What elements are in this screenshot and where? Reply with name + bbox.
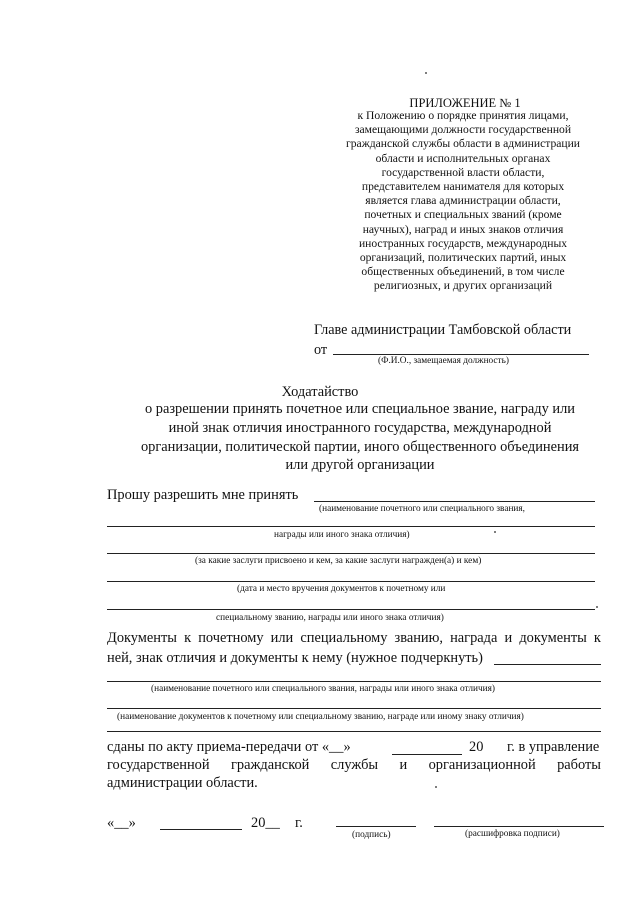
signature-date-open: «__»	[107, 815, 136, 831]
justified-word: званию,	[394, 630, 443, 646]
justified-word: или	[270, 630, 294, 646]
period-mark	[596, 606, 598, 608]
appendix-line: замещающими должности государственной	[354, 123, 572, 137]
justified-word: службы	[330, 757, 379, 773]
justified-word: к	[184, 630, 192, 646]
scan-mark	[494, 531, 496, 533]
handover-suffix: г. в управление	[507, 739, 600, 755]
petition-subtitle-line: или другой организации	[285, 457, 435, 474]
stray-mark	[435, 786, 437, 788]
appendix-line: к Положению о порядке принятия лицами,	[357, 109, 569, 122]
justified-word: к	[593, 630, 601, 646]
handover-prefix: сданы по акту приема-передачи от «__»	[107, 739, 351, 755]
petition-subtitle-line: организации, политической партии, иного общественного объединения	[140, 438, 580, 455]
justified-word: и	[504, 630, 513, 646]
justified-word: Документы	[107, 630, 177, 646]
date-place-input-line[interactable]	[107, 569, 595, 582]
award-name-input-line[interactable]	[107, 669, 601, 682]
appendix-line: является глава администрации области,	[365, 194, 561, 208]
documents-line-1	[107, 630, 601, 647]
appendix-line: религиозных, и других организаций	[373, 279, 553, 293]
justified-word: и	[399, 757, 408, 773]
request-caption-1: (наименование почетного или специального звания,	[319, 504, 526, 514]
signature-year: 20__	[251, 815, 280, 831]
appendix-line: представителем нанимателя для которых	[361, 180, 565, 194]
signature-decoding-input-line[interactable]	[434, 812, 604, 827]
justified-word: государственной	[107, 757, 210, 773]
appendix-line: общественных объединений, в том числе	[361, 265, 565, 279]
date-place-input-line-2[interactable]	[107, 597, 595, 610]
signature-decoding-caption: (расшифровка подписи)	[465, 829, 560, 839]
justified-word: специальному	[300, 630, 388, 646]
appendix-line: научных), наград и иных знаков отличия	[362, 222, 564, 236]
from-caption: (Ф.И.О., замещаемая должность)	[378, 356, 509, 366]
petition-subtitle	[100, 400, 620, 475]
appendix-line: иностранных государств, международных	[358, 236, 568, 250]
justified-word: почетному	[198, 630, 264, 646]
justified-word: работы	[557, 757, 601, 773]
justified-word: документы	[519, 630, 587, 646]
petition-subtitle-line: о разрешении принять почетное или специальное звание, награду или	[145, 401, 575, 417]
handover-year: 20	[469, 739, 484, 755]
request-caption-2: награды или иного знака отличия)	[274, 530, 410, 540]
handover-month-input-line[interactable]	[392, 740, 462, 755]
petition-title: Ходатайство	[281, 384, 359, 400]
signature-year-suffix: г.	[295, 815, 303, 831]
signature-caption: (подпись)	[352, 830, 391, 840]
appendix-line: области и исполнительных органах	[375, 151, 551, 165]
documents-inline-input-line[interactable]	[494, 650, 601, 665]
documents-extra-input-line[interactable]	[107, 723, 601, 732]
signature-input-line[interactable]	[336, 812, 416, 827]
justified-word: организационной	[428, 757, 536, 773]
title-name-input-line[interactable]	[314, 486, 595, 502]
appendix-title: ПРИЛОЖЕНИЕ № 1	[409, 96, 521, 110]
appendix-text	[318, 109, 608, 294]
top-mark	[425, 72, 427, 74]
from-label: от	[314, 342, 328, 358]
request-caption-5: специальному званию, награды или иного знака отличия)	[216, 613, 444, 623]
addressee-line: Главе администрации Тамбовской области	[314, 322, 572, 338]
documents-line-2: ней, знак отличия и документы к нему (нужное подчеркнуть)	[107, 650, 483, 666]
signature-month-input-line[interactable]	[160, 815, 242, 830]
request-label: Прошу разрешить мне принять	[107, 487, 299, 503]
handover-line-2	[107, 757, 601, 774]
from-input-line[interactable]	[333, 340, 589, 355]
appendix-line: организаций, политических партий, иных	[359, 251, 567, 265]
justified-word: награда	[450, 630, 498, 646]
request-input-line-2[interactable]	[107, 514, 595, 527]
request-caption-3: (за какие заслуги присвоено и кем, за какие заслуги награжден(а) и кем)	[195, 556, 482, 566]
appendix-line: почетных и специальных званий (кроме	[364, 208, 562, 222]
appendix-line: гражданской службы области в администрации	[346, 137, 580, 151]
documents-caption-1: (наименование почетного или специального звания, награды или иного знака отличия)	[151, 684, 495, 694]
handover-line-3: администрации области.	[107, 775, 258, 791]
merits-input-line[interactable]	[107, 541, 595, 554]
documents-name-input-line[interactable]	[107, 696, 601, 709]
request-caption-4: (дата и место вручения документов к почетному или	[237, 584, 446, 594]
appendix-line: государственной власти области,	[381, 165, 545, 179]
justified-word: гражданской	[230, 757, 310, 773]
documents-caption-2: (наименование документов к почетному или специальному званию, награде или иному знаку отличия)	[117, 712, 524, 722]
petition-subtitle-line: иной знак отличия иностранного государства, международной	[168, 419, 552, 436]
